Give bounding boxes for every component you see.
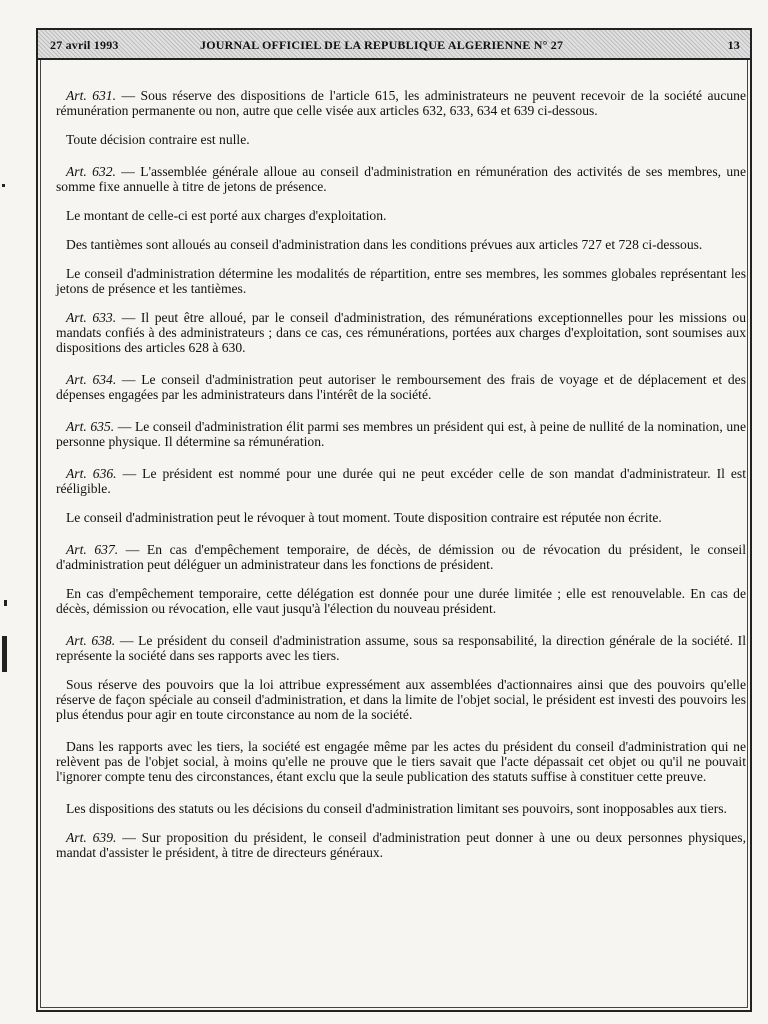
paragraph: [56, 266, 746, 296]
paragraph-text: Toute décision contraire est nulle.: [66, 132, 250, 147]
scan-mark: [2, 636, 7, 672]
paragraph-text: En cas d'empêchement temporaire, cette délégation est donnée pour une durée limitée ; elle est renouvelable. En cas de décès, démission ou révocation, elle vaut jusqu'à l'élection du nouveau président.: [56, 586, 746, 616]
scan-mark: [4, 600, 7, 606]
article-number: Art. 633.: [66, 310, 117, 325]
paragraph: [56, 633, 746, 663]
paragraph: [56, 830, 746, 860]
article-number: Art. 635.: [66, 419, 115, 434]
article-number: Art. 639.: [66, 830, 117, 845]
paragraph-text: Le montant de celle-ci est porté aux charges d'exploitation.: [66, 208, 387, 223]
paragraph-text: — En cas d'empêchement temporaire, de décès, de démission ou de révocation du président, le conseil d'administration peut déléguer un administrateur dans les fonctions de président.: [56, 542, 746, 572]
paragraph: [56, 419, 746, 449]
paragraph: [56, 310, 746, 355]
paragraph-text: Le conseil d'administration détermine les modalités de répartition, entre ses membres, les sommes globales représentant les jetons de présence et les tantièmes.: [56, 266, 746, 296]
page-header: [38, 30, 750, 60]
paragraph-text: — Le président du conseil d'administration assume, sous sa responsabilité, la direction générale de la société. Il représente la société dans ses rapports avec les tiers.: [56, 633, 746, 663]
header-page-number: 13: [727, 38, 740, 52]
paragraph-text: — Il peut être alloué, par le conseil d'administration, des rémunérations exceptionnelles pour les missions ou mandats confiés à des administrateurs ; dans ce cas, ces rémunérations, portées aux charges d'exploitation, sont soumises aux dispositions des articles 628 à 630.: [56, 310, 746, 355]
paragraph: [56, 739, 746, 784]
paragraph-text: — Le président est nommé pour une durée qui ne peut excéder celle de son mandat d'administrateur. Il est rééligible.: [56, 466, 746, 496]
paragraph-text: Sous réserve des pouvoirs que la loi attribue expressément aux assemblées d'actionnaires ainsi que des pouvoirs qu'elle réserve de façon spéciale au conseil d'administration, et dans la limite de l'objet social, le président est investi des pouvoirs les plus étendus pour agir en toute circonstance au nom de la société.: [56, 677, 746, 722]
article-number: Art. 632.: [66, 164, 116, 179]
paragraph: [56, 164, 746, 194]
paragraph: [56, 208, 746, 223]
paragraph: [56, 510, 746, 525]
article-body: [56, 88, 746, 874]
paragraph: [56, 801, 746, 816]
paragraph-text: Les dispositions des statuts ou les décisions du conseil d'administration limitant ses pouvoirs, sont inopposables aux tiers.: [66, 801, 727, 816]
paragraph: [56, 542, 746, 572]
paragraph-text: — Le conseil d'administration élit parmi ses membres un président qui est, à peine de nullité de la nomination, une personne physique. Il détermine sa rémunération.: [56, 419, 746, 449]
paragraph-text: Le conseil d'administration peut le révoquer à tout moment. Toute disposition contraire est réputée non écrite.: [66, 510, 662, 525]
article-number: Art. 638.: [66, 633, 116, 648]
paragraph: [56, 237, 746, 252]
article-number: Art. 631.: [66, 88, 117, 103]
paragraph-text: Dans les rapports avec les tiers, la société est engagée même par les actes du président du conseil d'administration qui ne relèvent pas de l'objet social, à moins qu'elle ne prouve que le tiers savait que l'acte dépassait cet objet ou qu'il ne pouvait l'ignorer compte tenu des circonstances, étant exclu que la seule publication des statuts suffise à constituer cette preuve.: [56, 739, 746, 784]
paragraph-text: Des tantièmes sont alloués au conseil d'administration dans les conditions prévues aux articles 727 et 728 ci-dessous.: [66, 237, 703, 252]
paragraph-text: — Sur proposition du président, le conseil d'administration peut donner à une ou deux personnes physiques, mandat d'assister le président, à titre de directeurs généraux.: [56, 830, 746, 860]
paragraph: [56, 132, 746, 147]
paragraph: [56, 372, 746, 402]
paragraph: [56, 466, 746, 496]
article-number: Art. 634.: [66, 372, 117, 387]
paragraph-text: — Sous réserve des dispositions de l'article 615, les administrateurs ne peuvent recevoir de la société aucune rémunération permanente ou non, autre que celle visée aux articles 632, 633, 634 et 639 ci-dessous.: [56, 88, 746, 118]
paragraph-text: — Le conseil d'administration peut autoriser le remboursement des frais de voyage et de déplacement et des dépenses engagées par les administrateurs dans l'intérêt de la société.: [56, 372, 746, 402]
scan-mark: [2, 184, 5, 187]
paragraph: [56, 586, 746, 616]
header-journal-title: JOURNAL OFFICIEL DE LA REPUBLIQUE ALGERIENNE N° 27: [200, 38, 564, 52]
paragraph: [56, 88, 746, 118]
paragraph-text: — L'assemblée générale alloue au conseil d'administration en rémunération des activités de ses membres, une somme fixe annuelle à titre de jetons de présence.: [56, 164, 746, 194]
paragraph: [56, 677, 746, 722]
header-date: 27 avril 1993: [50, 38, 119, 52]
article-number: Art. 637.: [66, 542, 119, 557]
article-number: Art. 636.: [66, 466, 117, 481]
